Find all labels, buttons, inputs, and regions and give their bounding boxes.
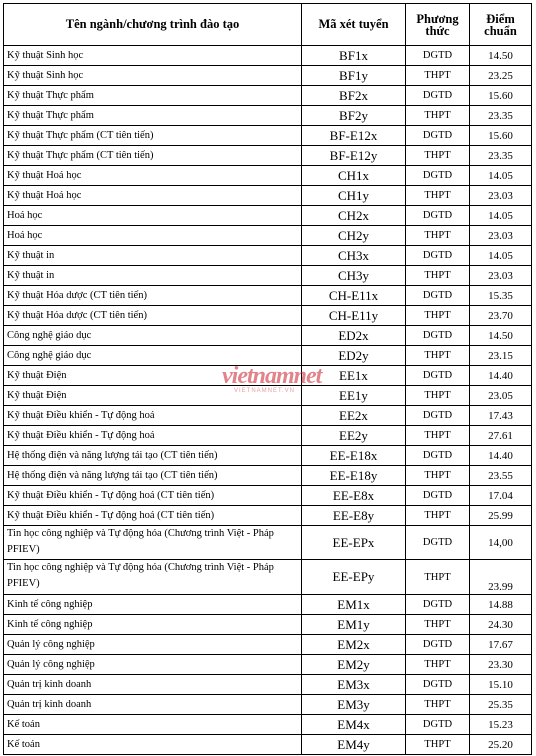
table-row (4, 486, 532, 506)
method-cell: DGTD (406, 166, 470, 186)
method-cell: THPT (406, 386, 470, 406)
method-cell: DGTD (406, 675, 470, 695)
table-row (4, 246, 532, 266)
cutoff-score-cell: 14.05 (470, 166, 532, 186)
program-name-cell: Tin học công nghiệp và Tự động hóa (Chương trình Việt - Pháp PFIEV) (4, 560, 302, 595)
cutoff-score-cell: 15.10 (470, 675, 532, 695)
program-name-cell: Kỹ thuật Hoá học (4, 186, 302, 206)
program-name-cell: Hoá học (4, 206, 302, 226)
admission-code-cell: EM3y (302, 695, 406, 715)
program-name-cell: Kỹ thuật Điện (4, 386, 302, 406)
table-row (4, 386, 532, 406)
program-name-cell: Kinh tế công nghiệp (4, 615, 302, 635)
method-cell: DGTD (406, 406, 470, 426)
program-name-cell: Kế toán (4, 715, 302, 735)
cutoff-score-cell: 14,00 (470, 526, 532, 560)
table-row (4, 715, 532, 735)
cutoff-score-cell: 15.35 (470, 286, 532, 306)
cutoff-score-cell: 23.99 (470, 560, 532, 595)
program-name-cell: Kỹ thuật Thực phẩm (4, 86, 302, 106)
program-name-cell: Kỹ thuật Thực phẩm (4, 106, 302, 126)
admission-code-cell: ED2x (302, 326, 406, 346)
cutoff-score-cell: 24.30 (470, 615, 532, 635)
admission-code-cell: EE-E18y (302, 466, 406, 486)
admission-code-cell: ED2y (302, 346, 406, 366)
method-cell: THPT (406, 695, 470, 715)
method-cell: DGTD (406, 715, 470, 735)
admission-code-cell: EM1x (302, 595, 406, 615)
admission-code-cell: CH2y (302, 226, 406, 246)
cutoff-score-cell: 15.60 (470, 86, 532, 106)
cutoff-score-cell: 15.23 (470, 715, 532, 735)
admission-code-cell: BF2y (302, 106, 406, 126)
admission-code-cell: EE1y (302, 386, 406, 406)
program-name-cell: Kỹ thuật Hóa dược (CT tiên tiến) (4, 286, 302, 306)
admission-code-cell: BF2x (302, 86, 406, 106)
table-row (4, 655, 532, 675)
admission-code-cell: EM2y (302, 655, 406, 675)
method-cell: DGTD (406, 246, 470, 266)
method-cell: THPT (406, 735, 470, 755)
admission-code-cell: EE2y (302, 426, 406, 446)
table-row (4, 106, 532, 126)
admission-code-cell: BF-E12x (302, 126, 406, 146)
program-name-cell: Kỹ thuật Điều khiển - Tự động hoá (4, 426, 302, 446)
admission-scores-table (3, 3, 532, 755)
admission-code-cell: EM4x (302, 715, 406, 735)
table-row (4, 695, 532, 715)
table-row (4, 166, 532, 186)
method-cell: DGTD (406, 366, 470, 386)
admission-code-cell: CH3x (302, 246, 406, 266)
table-row (4, 206, 532, 226)
table-row (4, 635, 532, 655)
method-cell: DGTD (406, 126, 470, 146)
method-cell: THPT (406, 226, 470, 246)
program-name-cell: Kỹ thuật Điện (4, 366, 302, 386)
method-cell: THPT (406, 655, 470, 675)
method-cell: DGTD (406, 526, 470, 560)
admission-code-cell: EE-E8y (302, 506, 406, 526)
cutoff-score-cell: 14.50 (470, 46, 532, 66)
table-row (4, 366, 532, 386)
table-row (4, 286, 532, 306)
table-header-row (4, 4, 532, 46)
method-cell: THPT (406, 560, 470, 595)
admission-code-cell: EE2x (302, 406, 406, 426)
cutoff-score-cell: 14.40 (470, 366, 532, 386)
program-name-cell: Kỹ thuật Sinh học (4, 46, 302, 66)
table-row (4, 226, 532, 246)
table-row (4, 506, 532, 526)
table-row (4, 46, 532, 66)
table-row (4, 526, 532, 560)
admission-code-cell: BF-E12y (302, 146, 406, 166)
table-row (4, 406, 532, 426)
admission-code-cell: EE-EPy (302, 560, 406, 595)
table-row (4, 346, 532, 366)
program-name-cell: Kinh tế công nghiệp (4, 595, 302, 615)
method-cell: DGTD (406, 486, 470, 506)
cutoff-score-cell: 23.05 (470, 386, 532, 406)
table-row (4, 595, 532, 615)
program-name-cell: Tin học công nghiệp và Tự động hóa (Chương trình Việt - Pháp PFIEV) (4, 526, 302, 560)
method-cell: DGTD (406, 635, 470, 655)
table-row (4, 326, 532, 346)
method-cell: DGTD (406, 86, 470, 106)
program-name-cell: Quản trị kinh doanh (4, 695, 302, 715)
method-cell: DGTD (406, 595, 470, 615)
table-row (4, 86, 532, 106)
cutoff-score-cell: 14.40 (470, 446, 532, 466)
admission-code-cell: EE1x (302, 366, 406, 386)
cutoff-score-cell: 27.61 (470, 426, 532, 446)
method-cell: THPT (406, 146, 470, 166)
program-name-cell: Kỹ thuật Điều khiển - Tự động hoá (4, 406, 302, 426)
header-admission-code: Mã xét tuyển (302, 4, 406, 46)
table-row (4, 306, 532, 326)
method-cell: DGTD (406, 286, 470, 306)
header-program-name: Tên ngành/chương trình đào tạo (4, 4, 302, 46)
cutoff-score-cell: 17.67 (470, 635, 532, 655)
program-name-cell: Kỹ thuật Điều khiển - Tự động hoá (CT tiên tiến) (4, 506, 302, 526)
program-name-cell: Kỹ thuật Thực phẩm (CT tiên tiến) (4, 146, 302, 166)
cutoff-score-cell: 23.25 (470, 66, 532, 86)
table-row (4, 146, 532, 166)
admission-code-cell: EE-E8x (302, 486, 406, 506)
cutoff-score-cell: 23.15 (470, 346, 532, 366)
program-name-cell: Hệ thống điện và năng lượng tái tạo (CT tiên tiến) (4, 446, 302, 466)
admission-code-cell: EM2x (302, 635, 406, 655)
cutoff-score-cell: 17.43 (470, 406, 532, 426)
program-name-cell: Công nghệ giáo dục (4, 346, 302, 366)
program-name-cell: Kỹ thuật Sinh học (4, 66, 302, 86)
table-row (4, 126, 532, 146)
admission-code-cell: CH1y (302, 186, 406, 206)
watermark-logo-text: vietnamnet (222, 363, 322, 389)
table-row (4, 466, 532, 486)
method-cell: THPT (406, 66, 470, 86)
program-name-cell: Quản lý công nghiệp (4, 655, 302, 675)
method-cell: DGTD (406, 446, 470, 466)
method-cell: DGTD (406, 206, 470, 226)
cutoff-score-cell: 23.55 (470, 466, 532, 486)
table-body (4, 46, 532, 755)
method-cell: THPT (406, 615, 470, 635)
program-name-cell: Quản lý công nghiệp (4, 635, 302, 655)
program-name-cell: Kỹ thuật Thực phẩm (CT tiên tiến) (4, 126, 302, 146)
program-name-cell: Kế toán (4, 735, 302, 755)
cutoff-score-cell: 23.03 (470, 186, 532, 206)
table-row (4, 446, 532, 466)
admission-code-cell: EM1y (302, 615, 406, 635)
admission-code-cell: EM4y (302, 735, 406, 755)
program-name-cell: Công nghệ giáo dục (4, 326, 302, 346)
program-name-cell: Quản trị kinh doanh (4, 675, 302, 695)
program-name-cell: Hệ thống điện và năng lượng tái tạo (CT tiên tiến) (4, 466, 302, 486)
cutoff-score-cell: 14.05 (470, 206, 532, 226)
method-cell: THPT (406, 186, 470, 206)
cutoff-score-cell: 25.20 (470, 735, 532, 755)
cutoff-score-cell: 23.70 (470, 306, 532, 326)
method-cell: THPT (406, 266, 470, 286)
program-name-cell: Kỹ thuật Điều khiển - Tự động hoá (CT tiên tiến) (4, 486, 302, 506)
admission-code-cell: BF1y (302, 66, 406, 86)
method-cell: DGTD (406, 326, 470, 346)
cutoff-score-cell: 14.88 (470, 595, 532, 615)
table-row (4, 615, 532, 635)
table-row (4, 266, 532, 286)
program-name-cell: Hoá học (4, 226, 302, 246)
admission-code-cell: EM3x (302, 675, 406, 695)
header-cutoff-score: Điểm chuẩn (470, 4, 532, 46)
cutoff-score-cell: 23.30 (470, 655, 532, 675)
cutoff-score-cell: 14.05 (470, 246, 532, 266)
cutoff-score-cell: 25.99 (470, 506, 532, 526)
method-cell: THPT (406, 106, 470, 126)
table-row (4, 560, 532, 595)
program-name-cell: Kỹ thuật Hóa dược (CT tiên tiến) (4, 306, 302, 326)
cutoff-score-cell: 17.04 (470, 486, 532, 506)
method-cell: THPT (406, 506, 470, 526)
watermark-domain-text: VIETNAMNET.VN (234, 388, 296, 394)
program-name-cell: Kỹ thuật in (4, 266, 302, 286)
admission-code-cell: CH-E11x (302, 286, 406, 306)
method-cell: THPT (406, 426, 470, 446)
cutoff-score-cell: 25.35 (470, 695, 532, 715)
table-row (4, 735, 532, 755)
admission-code-cell: CH3y (302, 266, 406, 286)
method-cell: THPT (406, 466, 470, 486)
cutoff-score-cell: 23.03 (470, 266, 532, 286)
table-row (4, 426, 532, 446)
header-method: Phương thức (406, 4, 470, 46)
table-row (4, 186, 532, 206)
method-cell: DGTD (406, 46, 470, 66)
cutoff-score-cell: 15.60 (470, 126, 532, 146)
method-cell: THPT (406, 306, 470, 326)
cutoff-score-cell: 14.50 (470, 326, 532, 346)
method-cell: THPT (406, 346, 470, 366)
admission-code-cell: CH-E11y (302, 306, 406, 326)
admission-code-cell: CH2x (302, 206, 406, 226)
admission-code-cell: CH1x (302, 166, 406, 186)
admission-code-cell: EE-E18x (302, 446, 406, 466)
table-row (4, 66, 532, 86)
program-name-cell: Kỹ thuật in (4, 246, 302, 266)
admission-code-cell: BF1x (302, 46, 406, 66)
admission-code-cell: EE-EPx (302, 526, 406, 560)
cutoff-score-cell: 23.35 (470, 146, 532, 166)
table-row (4, 675, 532, 695)
cutoff-score-cell: 23.03 (470, 226, 532, 246)
program-name-cell: Kỹ thuật Hoá học (4, 166, 302, 186)
cutoff-score-cell: 23.35 (470, 106, 532, 126)
